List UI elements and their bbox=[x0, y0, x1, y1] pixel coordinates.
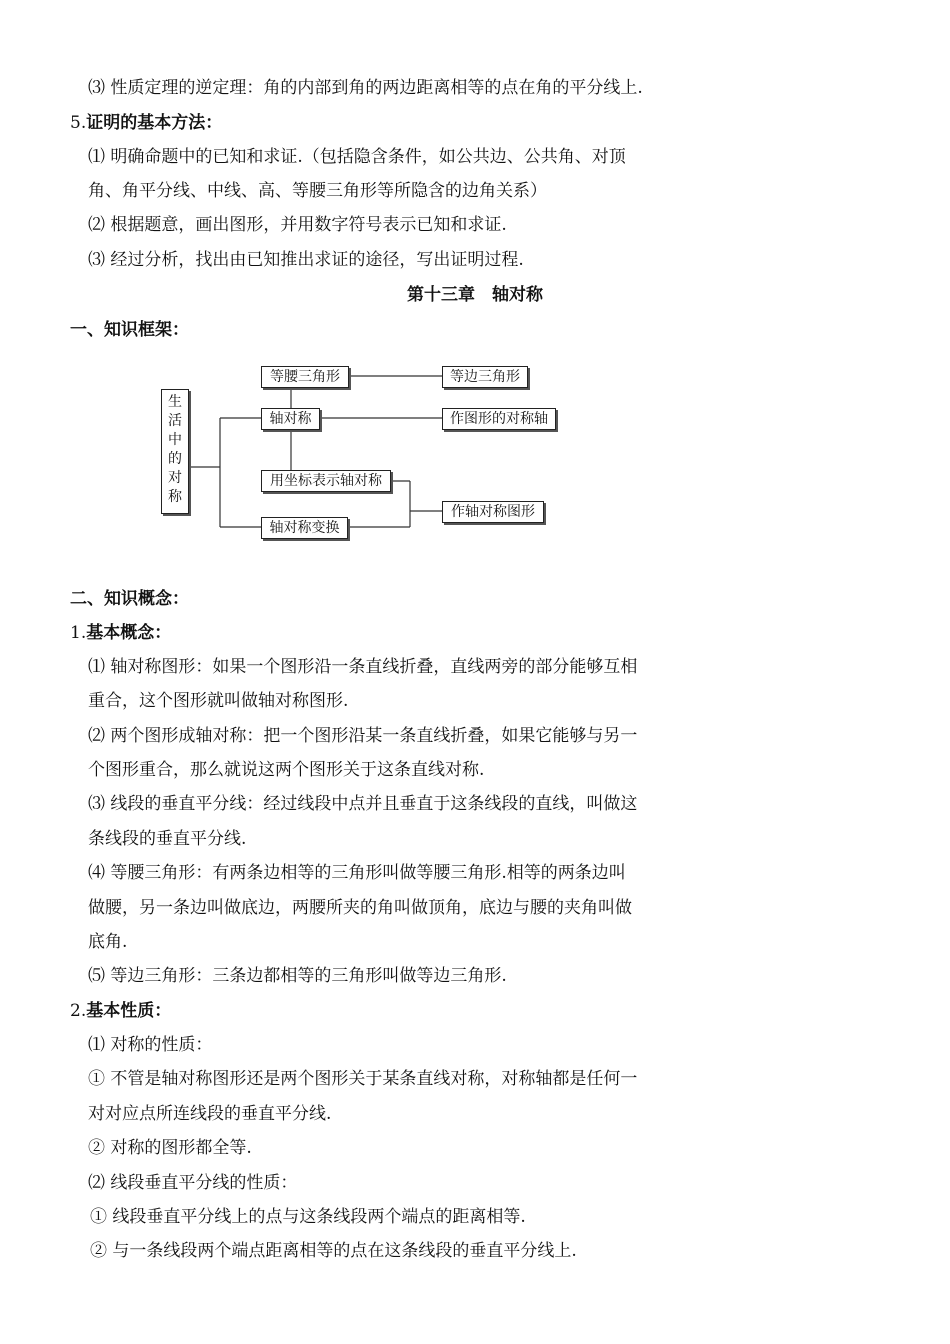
property-2-heading: ⑵ 线段垂直平分线的性质： bbox=[88, 1173, 298, 1193]
node-coordinates-symmetry: 用坐标表示轴对称 bbox=[261, 470, 391, 492]
concept-1-line-b: 重合，这个图形就叫做轴对称图形. bbox=[88, 691, 349, 711]
method-3-line: ⑶ 经过分析，找出由已知推出求证的途径，写出证明过程. bbox=[88, 250, 524, 270]
concept-5-line: ⑸ 等边三角形：三条边都相等的三角形叫做等边三角形. bbox=[88, 966, 507, 986]
node-draw-symmetric-figure: 作轴对称图形 bbox=[442, 501, 544, 523]
root-char: 的 bbox=[168, 451, 182, 467]
basic-concepts-heading bbox=[70, 622, 171, 644]
concept-3-line-a: ⑶ 线段的垂直平分线：经过线段中点并且垂直于这条线段的直线，叫做这 bbox=[88, 794, 638, 814]
node-axis-symmetry: 轴对称 bbox=[261, 408, 320, 430]
property-2-item-b: ② 与一条线段两个端点距离相等的点在这条线段的垂直平分线上. bbox=[90, 1241, 577, 1261]
method-2-line: ⑵ 根据题意，画出图形，并用数字符号表示已知和求证. bbox=[88, 215, 507, 235]
root-char: 生 bbox=[168, 394, 182, 410]
root-char: 称 bbox=[168, 489, 182, 505]
node-draw-symmetry-axis: 作图形的对称轴 bbox=[442, 408, 556, 430]
converse-theorem-line: ⑶ 性质定理的逆定理：角的内部到角的两边距离相等的点在角的平分线上. bbox=[88, 78, 643, 98]
basic-properties-title: 基本性质： bbox=[86, 1001, 172, 1021]
basic-concepts-title: 基本概念： bbox=[86, 623, 172, 643]
method-1-line-a: ⑴ 明确命题中的已知和求证.（包括隐含条件，如公共边、公共角、对顶 bbox=[88, 147, 626, 167]
basic-properties-number: 2. bbox=[70, 1001, 87, 1021]
node-isosceles-triangle: 等腰三角形 bbox=[261, 366, 349, 388]
concept-2-line-a: ⑵ 两个图形成轴对称：把一个图形沿某一条直线折叠，如果它能够与另一 bbox=[88, 726, 638, 746]
property-1-item-b: ② 对称的图形都全等. bbox=[88, 1138, 252, 1158]
concept-2-line-b: 个图形重合，那么就说这两个图形关于这条直线对称. bbox=[88, 760, 485, 780]
node-symmetry-transform: 轴对称变换 bbox=[261, 517, 348, 539]
property-1-item-a-cont: 对对应点所连线段的垂直平分线. bbox=[88, 1104, 332, 1124]
concept-1-line-a: ⑴ 轴对称图形：如果一个图形沿一条直线折叠，直线两旁的部分能够互相 bbox=[88, 657, 638, 677]
concept-4-line-b: 做腰，另一条边叫做底边，两腰所夹的角叫做顶角，底边与腰的夹角叫做 bbox=[88, 898, 632, 918]
root-node-life-symmetry bbox=[161, 389, 189, 514]
node-equilateral-triangle: 等边三角形 bbox=[442, 366, 528, 388]
concept-4-line-c: 底角. bbox=[88, 932, 128, 952]
property-1-heading: ⑴ 对称的性质： bbox=[88, 1035, 213, 1055]
basic-properties-heading bbox=[70, 1000, 171, 1022]
section-5-number: 5. bbox=[70, 113, 87, 133]
root-char: 对 bbox=[168, 470, 182, 486]
concepts-heading: 二、知识概念： bbox=[70, 589, 189, 609]
concept-4-line-a: ⑷ 等腰三角形：有两条边相等的三角形叫做等腰三角形.相等的两条边叫 bbox=[88, 863, 626, 883]
chapter-title: 第十三章 轴对称 bbox=[407, 285, 543, 305]
concept-3-line-b: 条线段的垂直平分线. bbox=[88, 829, 247, 849]
framework-heading: 一、知识框架： bbox=[70, 320, 189, 340]
method-1-line-b: 角、角平分线、中线、高、等腰三角形等所隐含的边角关系） bbox=[88, 181, 547, 201]
section-5-title: 证明的基本方法： bbox=[86, 113, 223, 133]
property-1-item-a: ① 不管是轴对称图形还是两个图形关于某条直线对称，对称轴都是任何一 bbox=[88, 1069, 638, 1089]
root-char: 中 bbox=[168, 432, 182, 448]
property-2-item-a: ① 线段垂直平分线上的点与这条线段两个端点的距离相等. bbox=[90, 1207, 526, 1227]
basic-concepts-number: 1. bbox=[70, 623, 87, 643]
root-char: 活 bbox=[168, 413, 182, 429]
